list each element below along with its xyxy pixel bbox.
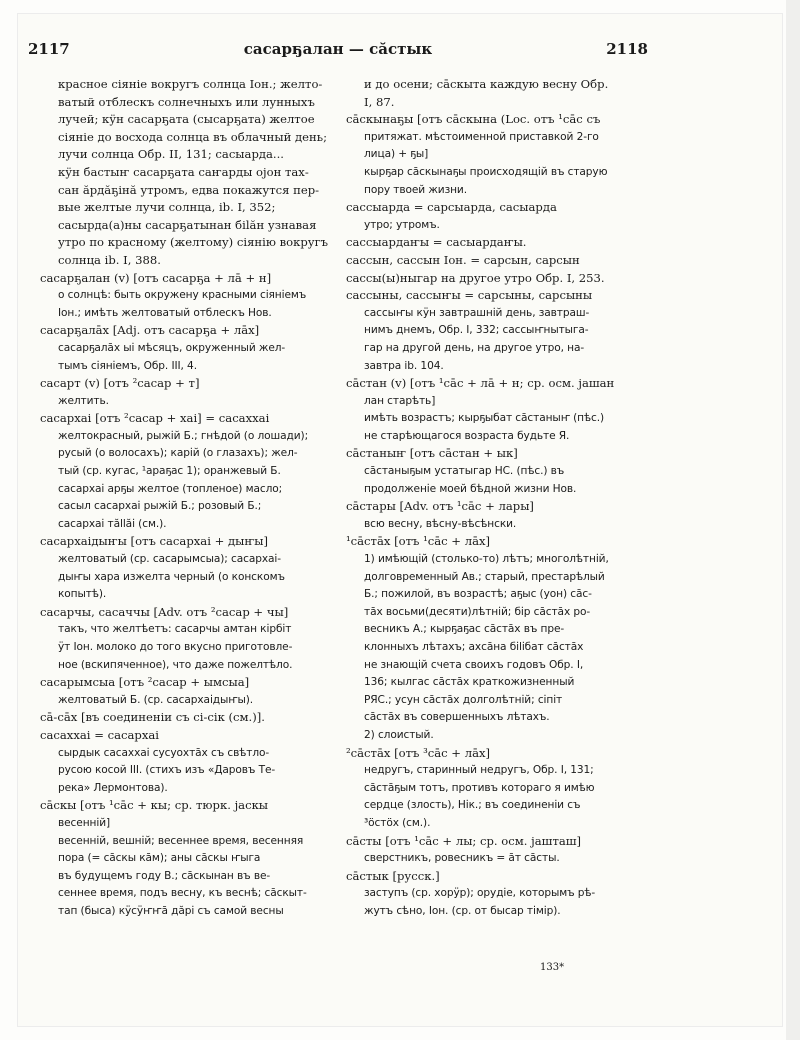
dictionary-line: притяжат. мѣстоименной приставкой 2-го [364,130,599,143]
dictionary-line: сасархаі арҕы желтое (топленое) масло; [58,482,283,495]
dictionary-line: и до осени; сāскыта каждую весну Обр. [364,77,609,91]
page-number-left: 2117 [28,40,70,58]
dictionary-line: недругъ, старинный недругъ, Обр. I, 131; [364,764,594,777]
dictionary-line: 2) слоистый. [364,728,434,741]
dictionary-line: лан старѣть] [364,394,436,407]
scan-edge [786,0,800,1040]
dictionary-line: всю весну, вѣсну-вѣсѣнски. [364,517,517,530]
dictionary-line: завтра ib. 104. [364,359,444,372]
dictionary-line: тāх восьми(десяти)лѣтній; бір сāстāх ро- [364,605,591,618]
dictionary-line: нимъ днемъ, Обр. I, 332; сассыҥнытыга- [364,324,589,337]
dictionary-line: сасырда(а)ны сасарҕатынан біlӑн узнавая [58,217,317,232]
dictionary-line: 136; кылгас сāстāх краткожизненный [364,676,575,689]
dictionary-line: не знающій счета своихъ годовъ Обр. I, [364,658,584,671]
dictionary-line: сасарымсыа [отъ ²сасар + ымсыа] [40,675,250,690]
dictionary-line: ¹сāстāх [отъ ¹сāс + лāх] [346,534,491,549]
dictionary-line: ватый отблескъ солнечныхъ или лунныхъ [58,94,315,109]
dictionary-line: тап (быса) кӱсӱҥҥā дӑрі съ самой весны [58,904,284,917]
dictionary-line: ное (вскипяченное), что даже пожелтѣло. [58,658,293,671]
dictionary-line: лица) + ҕы] [364,148,429,161]
dictionary-line: сāстаныҥ [отъ сāстан + ык] [346,446,518,461]
dictionary-line: тый (ср. кугас, ¹араҕас 1); оранжевый Б. [58,465,281,478]
dictionary-line: сердце (злость), Нік.; въ соединеніи съ [364,799,581,812]
dictionary-line: весникъ А.; кырҕаҕас сāстāх въ пре- [364,623,565,636]
dictionary-line: сāстāҕым тотъ, противъ котораго я имѣю [364,781,595,794]
right-column [346,76,636,921]
dictionary-line: сассыны, сассыҥы = сарсыны, сарсыны [346,288,593,303]
dictionary-line: тымъ сіяніемъ, Обр. III, 4. [58,359,197,372]
dictionary-line: копытѣ). [58,588,107,601]
dictionary-line: желтоватый Б. (ср. сасархаідыҥы). [58,693,254,706]
running-title: сасарҕалан — сӑстык [243,40,433,58]
dictionary-line: заступъ (ср. хорӱр); орудіе, которымъ рѣ- [364,887,596,900]
dictionary-line: пору твоей жизни. [364,183,467,196]
dictionary-line: русый (о волосахъ); карій (о глазахъ); жел- [58,447,298,460]
dictionary-line: сверстникъ, ровесникъ = āт сāсты. [364,852,560,865]
dictionary-line: Б.; пожилой, въ возрастѣ; аҕыс (уон) сāс- [364,588,592,601]
dictionary-line: вые желтые лучи солнца, ib. I, 352; [58,200,276,215]
dictionary-line: сāсты [отъ ¹сāс + лы; ср. осм. jашташ] [346,833,582,848]
dictionary-line: сā-сāх [въ соединеніи съ сі-сік (см.)]. [40,710,265,725]
dictionary-line: русою косой III. (стихъ изъ «Даровъ Те- [58,764,276,777]
dictionary-line: сассыарда = сарсыарда, сасыарда [346,200,557,215]
dictionary-line: сырдык сасаххаі сусуохтāх съ свѣтло- [58,746,270,759]
page-number-right: 2118 [606,40,648,58]
dictionary-line: весенній, вешній; весеннее время, весенняя [58,834,304,847]
dictionary-line: сасархаідыҥы [отъ сасархаі + дыҥы] [40,534,268,549]
left-column [40,76,336,921]
dictionary-line: сасарчы, сасаччы [Adv. отъ ²сасар + чы] [40,604,289,619]
dictionary-line: въ будущемъ году В.; сāскынан въ ве- [58,869,271,882]
dictionary-line: сассыҥы кӱн завтрашній день, завтраш- [364,306,590,319]
dictionary-line: гар на другой день, на другое утро, на- [364,341,585,354]
dictionary-line: сāстаныҕым устатыгар НС. (пѣс.) въ [364,465,565,478]
dictionary-line: Іон.; имѣть желтоватый отблескъ Нов. [58,306,272,319]
dictionary-line: красное сіяніе вокругъ солнца Іон.; желто- [58,77,323,91]
dictionary-line: сасыл сасархаі рыжій Б.; розовый Б.; [58,500,262,513]
dictionary-line: сассыардаҥы = сасыардаҥы. [346,235,527,250]
dictionary-line: сāстāх въ совершенныхъ лѣтахъ. [364,711,550,724]
dictionary-line: кырҕар сāскынаҕы происходящій въ старую [364,165,608,178]
dictionary-line: сан ӑрдӑҕінӑ утромъ, едва покажутся пер- [58,182,320,197]
dictionary-line: дыҥы хара изжелта черный (о конскомъ [58,570,285,583]
dictionary-line: РЯС.; усун сāстāх долголѣтній; сіпіт [364,693,563,706]
dictionary-line: сасаххаі = сасархаі [40,727,159,742]
dictionary-line: продолженіе моей бѣдной жизни Нов. [364,482,577,495]
dictionary-line: о солнцѣ: быть окружену красными сіяніемъ [58,289,307,302]
dictionary-line: лучей; кӱн сасарҕата (сысарҕата) желтое [58,112,315,127]
dictionary-line: весенній] [58,816,111,829]
dictionary-line: кӱн бастыҥ сасарҕата саҥарды ојон тах- [58,164,309,179]
dictionary-line: ²сāстāх [отъ ³сāс + лāх] [346,745,491,760]
dictionary-line: сасархаі тӑllӑі (см.). [58,517,167,530]
dictionary-line: сāстан (v) [отъ ¹сāс + лā + н; ср. осм. jашан [346,376,615,391]
dictionary-line: сассын, сассын Іон. = сарсын, сарсын [346,252,580,267]
dictionary-line: желтить. [58,394,109,407]
dictionary-line: сāстары [Adv. отъ ¹сāс + лары] [346,499,534,514]
dictionary-line: лучи солнца Обр. II, 131; сасыарда... [58,147,284,162]
dictionary-line: сасарҕалāх [Adj. отъ сасарҕа + лāх] [40,323,260,338]
dictionary-line: сассы(ы)ныгар на другое утро Обр. I, 253. [346,270,605,285]
dictionary-line: жутъ сѣно, Іон. (ср. от бысар тімір). [364,904,561,917]
page-header [28,40,648,62]
dictionary-line: сасархаі [отъ ²сасар + хаі] = сасаххаі [40,411,270,426]
dictionary-line: сасарт (v) [отъ ²сасар + т] [40,376,200,391]
dictionary-line: ӱт Іон. молоко до того вкусно приготовле- [58,641,293,653]
dictionary-line: желтокрасный, рыжій Б.; гнѣдой (о лошади); [58,429,309,442]
dictionary-line: имѣть возрастъ; кырҕыбат сāстаныҥ (пѣс.) [364,412,605,425]
dictionary-line: сасарҕалāх ыі мѣсяцъ, окруженный жел- [58,341,286,354]
dictionary-line: сāскынаҕы [отъ сāскына (Loc. отъ ¹сāс съ [346,112,601,127]
dictionary-line: сāстык [русск.] [346,868,440,883]
dictionary-line: утро по красному (желтому) сіянію вокругъ [58,235,329,250]
dictionary-line: I, 87. [364,94,395,109]
dictionary-line: пора (= сāскы кāм); аны сāскы ҥыга [58,852,261,865]
dictionary-line: сасарҕалан (v) [отъ сасарҕа + лā + н] [40,270,272,285]
dictionary-line: река» Лермонтова). [58,781,168,794]
dictionary-line: клонныхъ лѣтахъ; ахсāна біlібат сāстāх [364,641,584,653]
dictionary-line: сеннее время, подъ весну, къ веснѣ; сāскыт- [58,887,307,900]
dictionary-line: не старѣющагося возраста будьте Я. [364,429,570,442]
dictionary-line: желтоватый (ср. сасарымсыа); сасархаі- [58,553,281,566]
signature-mark: 133* [540,962,565,973]
dictionary-line: утро; утромъ. [364,218,440,231]
dictionary-line: солнца ib. I, 388. [58,252,161,267]
dictionary-line: ³ӧстӧх (см.). [364,816,431,829]
dictionary-line: сіяніе до восхода солнца въ облачный день; [58,129,327,144]
dictionary-line: такъ, что желтѣетъ: сасарчы амтан кірбіт [58,623,292,636]
dictionary-line: долговременный Ав.; старый, престарѣлый [364,570,605,583]
dictionary-line: 1) имѣющій (столько-то) лѣтъ; многолѣтній, [364,553,609,566]
dictionary-line: сāскы [отъ ¹сāс + кы; ср. тюрк. jаскы [40,798,269,813]
